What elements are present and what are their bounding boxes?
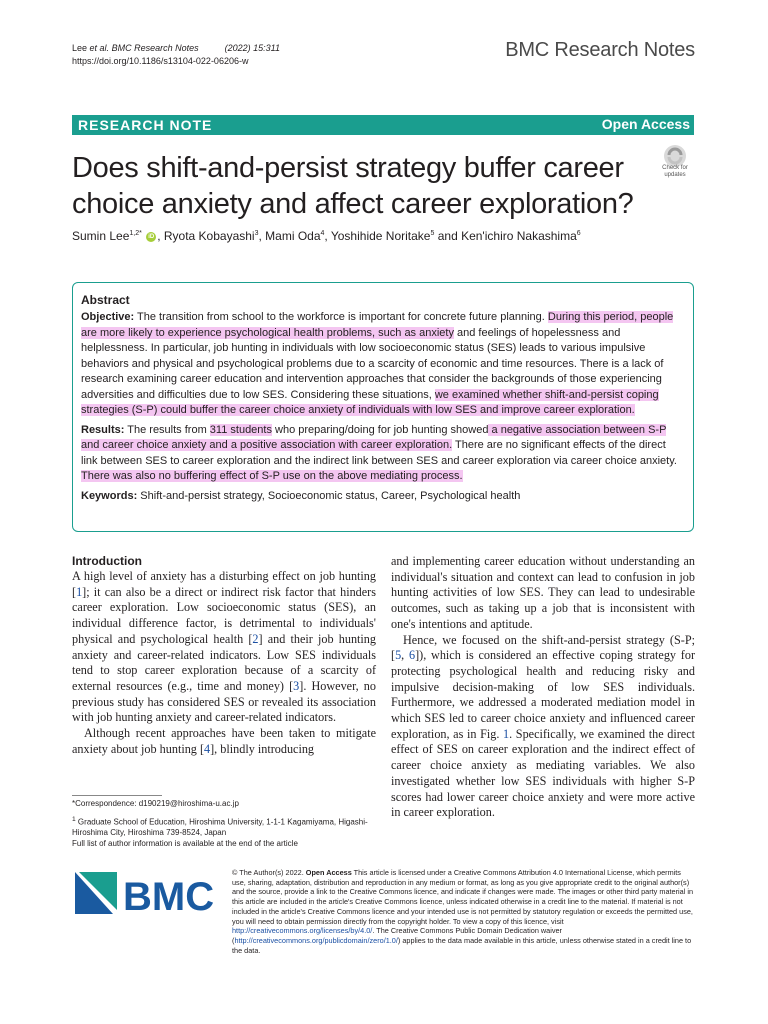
citation-year-vol: (2022) 15:311 — [224, 43, 280, 53]
citation-link[interactable]: 2 — [252, 631, 259, 646]
citation-line — [72, 42, 280, 55]
license-text: ) applies to the data made available in this article, unless otherwise stated in a credit line to the data. — [232, 935, 692, 955]
author-name: , Ryota Kobayashi — [157, 229, 255, 243]
citation-journal: BMC Research Notes — [111, 43, 199, 53]
body-text: ]; it can also be a direct or indirect risk factor that hinders career exploration. Low socioeconomic status (SES), an individual difference factor, is detrimental to individuals' physical and psychological health [ — [72, 584, 376, 646]
footnote-divider — [72, 795, 162, 796]
license-text: . The Creative Commons Public Domain Dedication waiver ( — [232, 926, 562, 945]
bmc-logo-icon — [75, 868, 215, 918]
highlight: 311 students — [209, 423, 272, 436]
body-text: . Specifically, we examined the direct effect of SES on career exploration and the indirect effect of career choice anxiety as mediating variables. We also investigated whether low SES individuals with higher S-P scores had lower career choice anxiety and were more active in career exploration. — [391, 726, 695, 820]
highlight: During this period, people are more likely to experience psychological health problems, such as anxiety — [81, 311, 674, 339]
license-link[interactable]: http://creativecommons.org/licenses/by/4.0/ — [232, 926, 373, 936]
author-affiliation-sup: 1,2* — [129, 230, 142, 237]
author-name: and Ken'ichiro Nakashima — [434, 229, 577, 243]
section-heading-introduction: Introduction — [72, 554, 142, 568]
body-column-right — [391, 554, 695, 821]
abstract-heading: Abstract — [81, 293, 130, 307]
author-name: , Yoshihide Noritake — [324, 229, 431, 243]
citation-link[interactable]: 6 — [408, 648, 416, 663]
body-paragraph — [72, 569, 376, 726]
author-affiliation-sup: 4 — [320, 230, 325, 237]
highlight: a negative association between S-P and career choice anxiety and a positive association with career exploration. — [81, 423, 667, 451]
citation-link[interactable]: 1 — [76, 584, 83, 599]
author-name: Sumin Lee — [72, 229, 130, 243]
body-paragraph: and implementing career education without understanding an individual's situation and context can lead to confusion in job hunting activities of low SES. They can lead to undesirable outcomes, such as taking up a job that is inconsistent with one's intentions and aptitude. — [391, 554, 695, 631]
figure-link[interactable]: 1 — [503, 726, 510, 741]
citation-link[interactable]: 5 — [395, 648, 402, 663]
results-text: There are no significant effects of the direct link between SES to career exploration and the indirect link between SES and career exploration via career choice anxiety. — [81, 439, 677, 467]
affiliation-sup: 1 — [72, 816, 76, 823]
highlight: There was also no buffering effect of S-P use on the above mediating process. — [81, 470, 463, 482]
highlight: we examined whether shift-and-persist coping strategies (S-P) could buffer the career choice anxiety of individuals with low SES and improve career exploration. — [81, 388, 659, 416]
body-paragraph — [391, 633, 695, 821]
journal-name: BMC Research Notes — [505, 39, 695, 61]
check-for-updates-label: Check for updates — [662, 165, 688, 178]
author-name: , Mami Oda — [258, 229, 321, 243]
doi-link[interactable]: https://doi.org/10.1186/s13104-022-06206-w — [72, 56, 249, 66]
abstract-box — [72, 282, 694, 532]
article-type-label: RESEARCH NOTE — [78, 117, 213, 133]
license-text: This article is licensed under a Creative Commons Attribution 4.0 International License, which permits use, sharing, adaptation, distribution and reproduction in any medium or format, as long as you give appropriate credit to the original author(s) and the source, provide a link to the Creative Commons licence, and indicate if changes were made. The images or other third party material in this article are included in the article's Creative Commons licence, unless indicated otherwise in a credit line to the material. If material is not included in the article's Creative Commons licence and your intended use is not permitted by statutory regulation or exceeds the permitted use, you will need to obtain permission directly from the copyright holder. To view a copy of this licence, visit — [232, 868, 694, 926]
body-paragraph — [72, 726, 376, 757]
citation-header — [72, 42, 280, 68]
body-text: ], blindly introducing — [210, 741, 315, 756]
license-statement — [232, 868, 696, 955]
body-text: ] and their job hunting anxiety and career-related indicators. Low SES individuals tend to stop career exploration because of a scarcity of external resources (e.g., time and money) [ — [72, 631, 376, 693]
author-affiliation-sup: 3 — [254, 230, 259, 237]
citation-link[interactable]: 3 — [293, 678, 300, 693]
license-open-access: Open Access — [305, 868, 352, 877]
citation-etal: et al. — [89, 43, 110, 53]
citation-author: Lee — [72, 43, 88, 53]
abstract-keywords — [81, 489, 685, 505]
article-type-banner — [72, 115, 694, 135]
body-column-left — [72, 554, 376, 757]
body-text: , — [401, 648, 409, 663]
body-text: Although recent approaches have been taken to mitigate anxiety about job hunting [ — [72, 726, 376, 756]
author-list — [72, 229, 581, 243]
author-affiliation-sup: 6 — [576, 230, 581, 237]
keywords-label: Keywords: — [81, 489, 138, 502]
waiver-link[interactable]: http://creativecommons.org/publicdomain/zero/1.0/ — [234, 935, 398, 945]
open-access-label: Open Access — [601, 116, 690, 132]
article-title: Does shift-and-persist strategy buffer career choice anxiety and affect career exploration? — [72, 152, 634, 220]
abstract-results — [81, 423, 685, 485]
objective-label: Objective: — [81, 311, 135, 323]
objective-text: The transition from school to the workforce is important for concrete future planning. — [134, 311, 548, 323]
results-text: who preparing/doing for job hunting showed — [271, 423, 489, 436]
body-text: ]. However, no previous study has considered SES or revealed its association with job hunting anxiety and career-related indicators. — [72, 678, 376, 725]
objective-text: and feelings of hopelessness and helplessness. In particular, job hunting in individuals with low socioeconomic status (SES) leads to various impulsive behaviors and physical and psychological problems due to a scarcity of economic and time resources. There is a lack of research examining career education and intervention approaches that consider the backgrounds of those experiencing adversities and difficulties due to low SES. Considering these situations, — [81, 326, 664, 401]
author-info-note: Full list of author information is available at the end of the article — [72, 839, 298, 848]
body-text: A high level of anxiety has a disturbing effect on job hunting [ — [72, 569, 376, 599]
license-text: © The Author(s) 2022. — [232, 868, 306, 877]
abstract-objective — [81, 310, 685, 419]
results-label: Results: — [81, 423, 125, 436]
correspondence-note: *Correspondence: d190219@hiroshima-u.ac.jp — [72, 799, 239, 808]
citation-link[interactable]: 4 — [204, 741, 211, 756]
bmc-logo-text: BMC — [123, 875, 215, 918]
orcid-icon[interactable]: iD — [148, 233, 155, 240]
affiliation-text: Graduate School of Education, Hiroshima University, 1-1-1 Kagamiyama, Higashi-Hiroshima City, Hiroshima 739-8524, Japan — [72, 817, 368, 837]
author-affiliation-sup: 5 — [430, 230, 435, 237]
keywords-text: Shift-and-persist strategy, Socioeconomic status, Career, Psychological health — [137, 489, 521, 502]
body-text: Hence, we focused on the shift-and-persist strategy (S-P; [ — [391, 632, 695, 663]
results-text: The results from — [124, 423, 210, 436]
body-text: ]), which is considered an effective coping strategy for protecting psychological health and reducing risky and impulsive decision-making of low SES individuals. Furthermore, we addressed a moderated mediation model in which SES led to career choice anxiety and influenced career exploration, as in Fig. — [391, 648, 696, 741]
affiliation-note — [72, 815, 372, 838]
